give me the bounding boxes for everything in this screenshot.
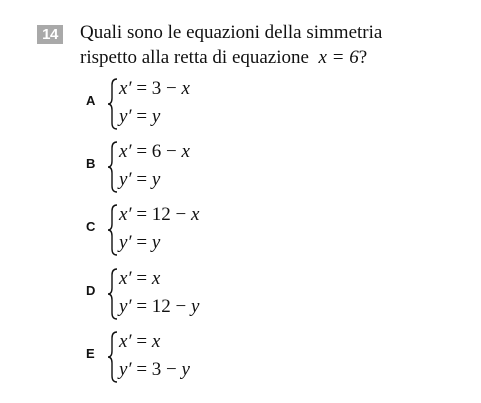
equation-rhs: = xyxy=(131,106,152,127)
equation-lhs: x′ xyxy=(119,141,132,162)
equation-lhs: y′ xyxy=(119,359,132,380)
option-d[interactable] xyxy=(86,267,286,321)
equation-rhs: = xyxy=(131,232,152,253)
equation-lhs: x′ xyxy=(119,331,132,352)
equation-lhs: x′ xyxy=(119,78,132,99)
option-letter: B xyxy=(86,156,96,171)
equation-var: x xyxy=(181,78,190,99)
question-line-2-suffix: ? xyxy=(358,47,368,68)
equation-rhs: = 12 − xyxy=(131,204,192,225)
equation-var: x xyxy=(181,141,190,162)
equation-var: y xyxy=(191,296,200,317)
equation-x xyxy=(119,141,190,163)
equation-y xyxy=(119,296,199,318)
option-letter: C xyxy=(86,219,96,234)
left-brace-icon xyxy=(107,330,119,384)
option-letter: D xyxy=(86,283,96,298)
equation-x xyxy=(119,331,160,353)
option-letter: A xyxy=(86,93,96,108)
question-line-2-math: x = 6 xyxy=(318,47,359,68)
equation-lhs: x′ xyxy=(119,268,132,289)
left-brace-icon xyxy=(107,267,119,321)
equation-rhs: = 12 − xyxy=(131,296,192,317)
equation-x xyxy=(119,204,199,226)
equation-lhs: y′ xyxy=(119,169,132,190)
equation-rhs: = xyxy=(131,331,152,352)
left-brace-icon xyxy=(107,77,119,131)
equation-y xyxy=(119,106,160,128)
equation-var: y xyxy=(151,232,161,253)
option-a[interactable] xyxy=(86,77,286,131)
equation-rhs: = 3 − xyxy=(131,78,182,99)
equation-var: x xyxy=(151,331,161,352)
exercise-number-badge: 14 xyxy=(37,25,63,44)
option-c[interactable] xyxy=(86,203,286,257)
equation-y xyxy=(119,169,160,191)
equation-var: x xyxy=(151,268,161,289)
equation-var: y xyxy=(151,169,161,190)
equation-x xyxy=(119,78,190,100)
equation-y xyxy=(119,359,190,381)
equation-rhs: = 6 − xyxy=(131,141,182,162)
equation-rhs: = xyxy=(131,169,152,190)
left-brace-icon xyxy=(107,140,119,194)
question-text xyxy=(80,20,470,70)
equation-var: y xyxy=(181,359,190,380)
equation-y xyxy=(119,232,160,254)
equation-rhs: = xyxy=(131,268,152,289)
equation-lhs: y′ xyxy=(119,232,132,253)
question-line-2-prefix: rispetto alla retta di equazione xyxy=(80,47,309,68)
equation-var: x xyxy=(191,204,200,225)
equation-x xyxy=(119,268,160,290)
equation-lhs: y′ xyxy=(119,296,132,317)
equation-rhs: = 3 − xyxy=(131,359,182,380)
question-line-1: Quali sono le equazioni della simmetria xyxy=(80,22,383,43)
option-letter: E xyxy=(86,346,95,361)
left-brace-icon xyxy=(107,203,119,257)
option-e[interactable] xyxy=(86,330,286,384)
equation-var: y xyxy=(151,106,161,127)
equation-lhs: y′ xyxy=(119,106,132,127)
question-line-2 xyxy=(80,45,470,70)
equation-lhs: x′ xyxy=(119,204,132,225)
option-b[interactable] xyxy=(86,140,286,194)
